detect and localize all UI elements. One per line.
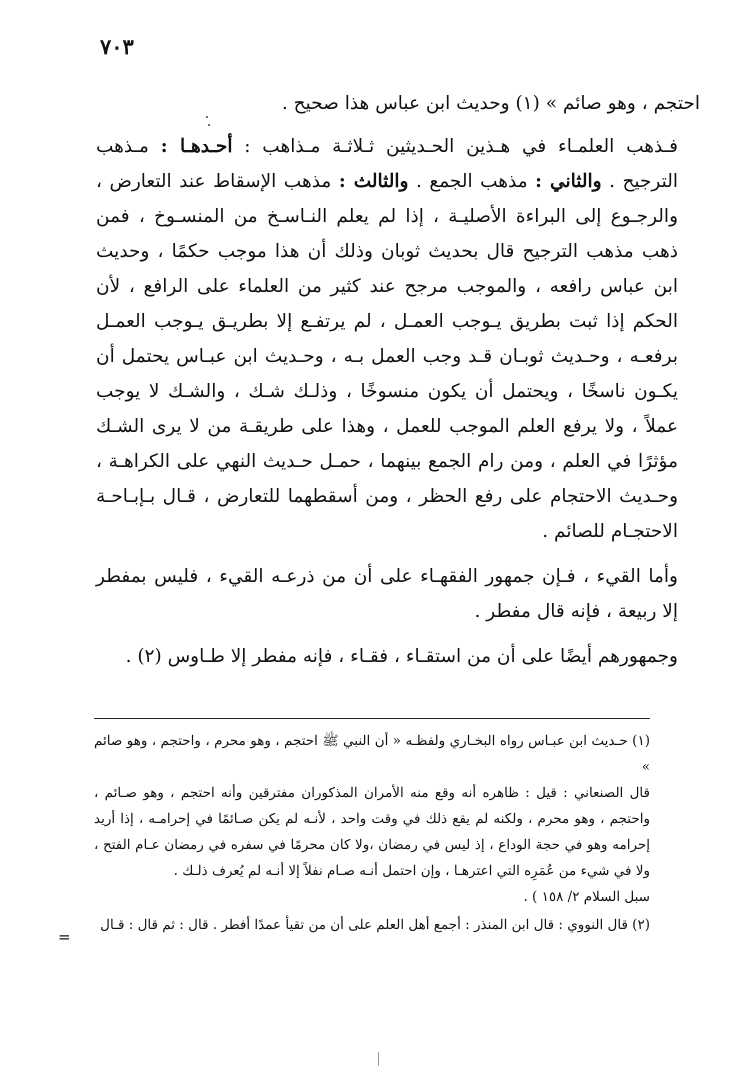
- print-speck: [378, 1052, 379, 1066]
- paragraph-2: [96, 129, 700, 549]
- footnotes: [94, 728, 650, 938]
- print-speck: [208, 124, 210, 126]
- first-school: مـذهب الترجيح .: [96, 136, 678, 192]
- print-speck: [206, 116, 208, 118]
- footnote-1-source: سبل السلام ٢/ ١٥٨ ) .: [523, 889, 650, 905]
- footnote-1-citation: (١) حـديث ابن عبـاس رواه البخـاري ولفظـه « أن النبي ﷺ احتجم ، وهو محرم ، واحتجم ، وهو صائم »: [94, 733, 650, 775]
- third-school-label: والثالث :: [338, 171, 409, 192]
- footnote-divider: [94, 718, 650, 719]
- paragraph-1: احتجم ، وهو صائم » (١) وحديث ابن عباس هذا صحيح .: [281, 93, 700, 114]
- first-school-label: أحـدهـا :: [160, 136, 233, 157]
- paragraph-2-rest: مذهب الإسقاط عند التعارض ، والرجـوع إلى البراءة الأصليـة ، إذا لم يعلم النـاسـخ من المنسـوخ ، فمن ذهب مذهب الترجيح قال بحديث ثوبان وذلك أن هذا موجب حكمًا ، وحديث ابن عباس رافعه ، والموجب مرجح عند كثير من العلماء على الرافع ، لأن الحكم إذا ثبت بطريق يـوجب العمـل ، لم يرتفـع إلا بطريـق يـوجب العمـل برفعـه ، وحـديث ثوبـان قـد وجب العمل بـه ، وحـديث ابن عبـاس يحتمل أن يكـون ناسخًا ، ويحتمل أن يكون منسوخًا ، وذلـك شـك ، والشـك لا يوجب عملاً ، ولا يرفع العلم الموجب للعمل ، وهذا على طريقـة من لا يرى الشـك مؤثرًا في العلم ، ومن رام الجمع بينهما ، حمـل حـديث النهي على الكراهـة ، وحـديث الاحتجام على رفع الحظر ، ومن أسقطهما للتعارض ، قـال بـإبـاحـة الاحتجـام للصائم .: [96, 171, 678, 542]
- footnote-1-commentary: قال الصنعاني : قيل : ظاهره أنه وقع منه الأمران المذكوران مفترقين وأنه احتجم ، وهو صـائم ، واحتجم ، وهو محرم ، ولكنه لم يقع ذلك في وقت واحد ، لأنـه لم يكن صـائمًا في إحرامـه ، إذا أريد إحرامه وهو في حجة الوداع ، إذ ليس في رمضان ،ولا كان محرمًا في سفره في رمضان عـام الفتح ، ولا في شيء من عُمَرِه التي اعترهـا ، وإن احتمل أنـه صـام نفلاً إلا أنـه لم يُعرف ذلـك .: [94, 785, 650, 879]
- continuation-mark: =: [58, 928, 71, 946]
- second-school: مذهب الجمع .: [415, 171, 528, 192]
- footnote-2: (٢) قال النووي : قال ابن المنذر : أجمع أهل العلم على أن من تقيأ عمدًا أفطر . قال : ثم قال : قـال: [100, 917, 650, 933]
- second-school-label: والثاني :: [535, 171, 602, 192]
- paragraph-4: وجمهورهم أيضًا على أن من استقـاء ، فقـاء ، فإنه مفطر إلا طـاوس (٢) .: [125, 646, 678, 667]
- main-text: [96, 86, 700, 674]
- page-number: ٧٠٣: [100, 34, 134, 59]
- paragraph-2-lead: فـذهب العلمـاء في هـذين الحـديثين ثـلاثـة مـذاهب :: [244, 136, 678, 157]
- paragraph-3: وأما القيء ، فـإن جمهور الفقهـاء على أن من ذرعـه القيء ، فليس بمفطر إلا ربيعة ، فإنه قال مفطر .: [96, 566, 678, 622]
